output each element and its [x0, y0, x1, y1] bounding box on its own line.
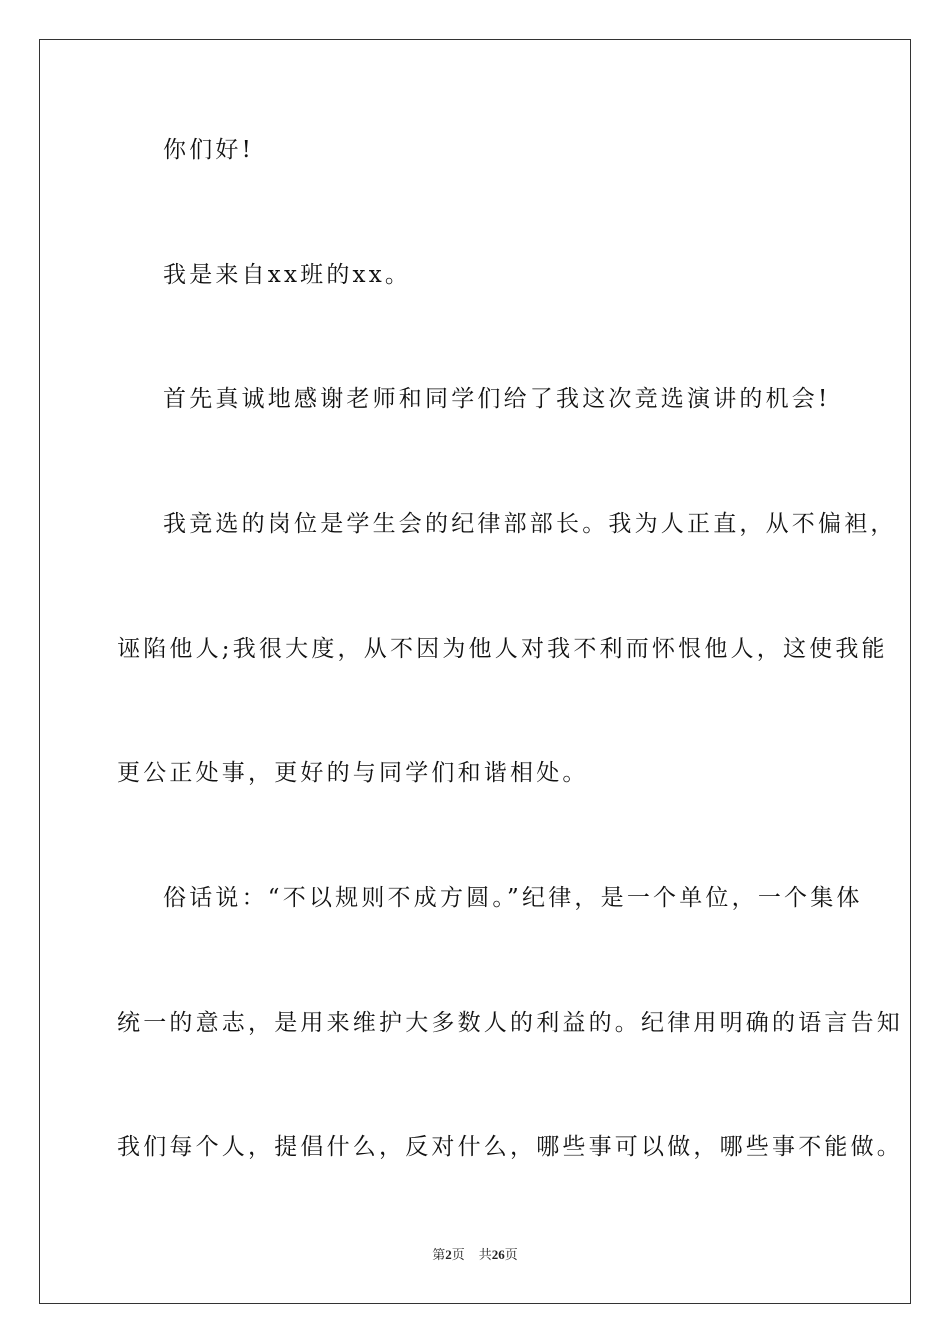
text-line-3: 首先真诚地感谢老师和同学们给了我这次竞选演讲的机会!	[163, 386, 831, 412]
text-line-9: 我们每个人，提倡什么，反对什么，哪些事可以做，哪些事不能做。	[117, 1134, 903, 1160]
page-suffix: 页	[451, 1247, 465, 1262]
total-prefix: 共	[478, 1247, 492, 1262]
text-line-1: 你们好!	[163, 137, 255, 163]
total-pages: 26	[491, 1247, 505, 1262]
page-prefix: 第	[432, 1247, 446, 1262]
page-footer	[0, 1244, 950, 1263]
total-suffix: 页	[504, 1247, 518, 1262]
page-frame	[39, 39, 911, 1304]
text-line-4: 我竞选的岗位是学生会的纪律部部长。我为人正直，从不偏袒，	[163, 511, 897, 537]
text-line-6: 更公正处事，更好的与同学们和谐相处。	[117, 760, 589, 786]
text-line-7: 俗话说：“不以规则不成方圆。”纪律，是一个单位，一个集体	[163, 885, 863, 911]
text-line-8: 统一的意志，是用来维护大多数人的利益的。纪律用明确的语言告知	[117, 1010, 903, 1036]
page-number: 2	[445, 1247, 452, 1262]
text-line-5: 诬陷他人;我很大度，从不因为他人对我不利而怀恨他人，这使我能	[117, 636, 888, 662]
text-line-2: 我是来自xx班的xx。	[163, 262, 412, 288]
